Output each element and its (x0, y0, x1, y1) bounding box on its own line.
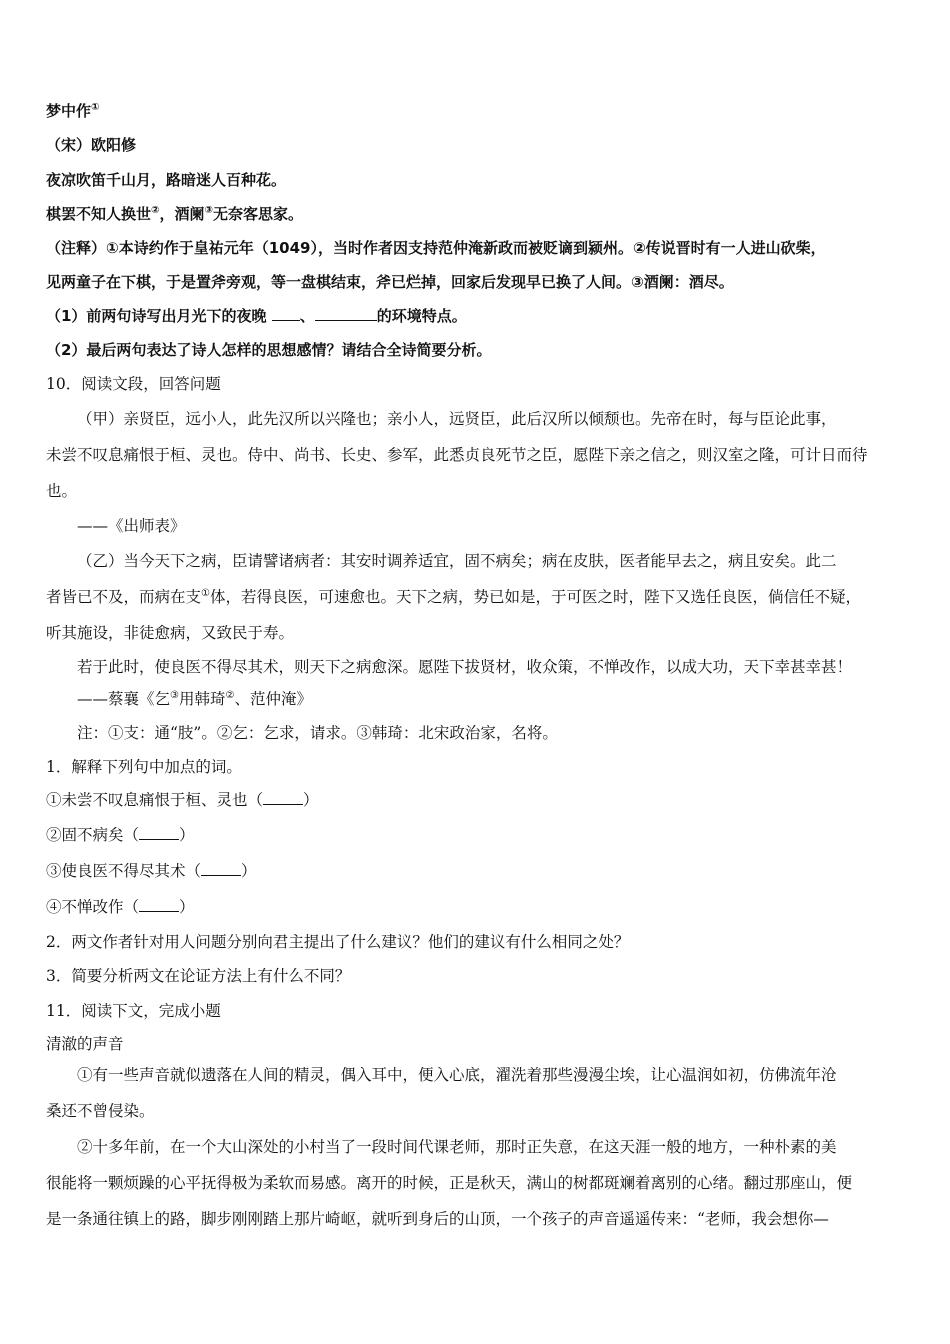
answer-blank[interactable] (263, 790, 303, 805)
answer-blank[interactable] (139, 897, 179, 912)
poem-line-1: 夜凉吹笛千山月，路暗迷人百种花。 (46, 171, 287, 189)
q10-passage-yi-line-4: 若于此时，使良医不得尽其术，则天下之病愈深。愿陛下拔贤材，收众策，不惮改作，以成大功，天下幸甚幸甚！ (77, 658, 853, 676)
footnote-mark: ① (91, 102, 100, 113)
poem-line-2: 棋罢不知人换世②，酒阑③无奈客思家。 (46, 205, 303, 223)
q11-heading: 11．阅读下文，完成小题 (46, 1002, 221, 1020)
q10-passage-yi-line-3: 听其施设，非徒愈病，又致民于寿。 (46, 624, 295, 642)
q10-passage-yi-line-2: 者皆已不及，而病在支①体，若得良医，可速愈也。天下之病，势已如是，于可医之时，陛下又选任良医，倘信任不疑， (46, 587, 861, 606)
q10-note: 注：①支：通“肢”。②乞：乞求，请求。③韩琦：北宋政治家，名将。 (77, 724, 558, 742)
poem-question-2: （2）最后两句表达了诗人怎样的思想感情？请结合全诗简要分析。 (46, 341, 492, 359)
q10-item-1: ①未尝不叹息痛恨于桓、灵也（ ） (46, 791, 319, 809)
q11-paragraph-2-line-2: 很能将一颗烦躁的心平抚得极为柔软而易感。离开的时候，正是秋天，满山的树都斑斓着离别的心绪。翻过那座山，便 (46, 1174, 853, 1192)
poem-author: （宋）欧阳修 (46, 136, 137, 154)
q10-sub-question-3: 3．简要分析两文在论证方法上有什么不同？ (46, 967, 351, 985)
footnote-mark: ② (151, 205, 160, 216)
q11-paragraph-2-line-1: ②十多年前，在一个大山深处的小村当了一段时间代课老师，那时正失意，在这天涯一般的地方，一种朴素的美 (77, 1138, 837, 1156)
q10-heading: 10．阅读文段，回答问题 (46, 375, 221, 393)
q10-item-2: ②固不病矣（ ） (46, 826, 195, 844)
answer-blank[interactable] (272, 306, 300, 321)
poem-note-line-1: （注释）①本诗约作于皇祐元年（1049），当时作者因支持范仲淹新政而被贬谪到颍州。②传说晋时有一人进山砍柴， (46, 239, 826, 257)
q10-sub-question-1: 1．解释下列句中加点的词。 (46, 758, 242, 776)
poem-note-line-2: 见两童子在下棋，于是置斧旁观，等一盘棋结束，斧已烂掉，回家后发现早已换了人间。③酒阑：酒尽。 (46, 273, 734, 291)
q10-yi-source: ——蔡襄《乞③用韩琦②、范仲淹》 (77, 689, 312, 708)
q10-passage-yi-line-1: （乙）当今天下之病，臣请譬诸病者：其安时调养适宜，固不病矣；病在皮肤，医者能早去之，病且安矣。此二 (77, 552, 837, 570)
poem-title: 梦中作① (46, 102, 100, 120)
q11-passage-title: 清澈的声音 (46, 1035, 124, 1053)
q11-paragraph-1-line-1: ①有一些声音就似遗落在人间的精灵，偶入耳中，便入心底，濯洗着那些漫漫尘埃，让心温润如初，仿佛流年沧 (77, 1066, 837, 1084)
footnote-mark: ② (225, 689, 235, 701)
answer-blank[interactable] (201, 861, 241, 876)
answer-blank[interactable] (315, 306, 377, 321)
q10-passage-jia-line-1: （甲）亲贤臣，远小人，此先汉所以兴隆也；亲小人，远贤臣，此后汉所以倾颓也。先帝在时，每与臣论此事， (77, 410, 837, 428)
q10-item-3: ③使良医不得尽其术（ ） (46, 862, 257, 880)
answer-blank[interactable] (139, 825, 179, 840)
footnote-mark: ③ (204, 205, 213, 216)
q10-item-4: ④不惮改作（ ） (46, 898, 195, 916)
q10-passage-jia-line-3: 也。 (46, 482, 78, 500)
q11-paragraph-2-line-3: 是一条通往镇上的路，脚步刚刚踏上那片崎岖，就听到身后的山顶，一个孩子的声音遥遥传来：“老师，我会想你— (46, 1210, 829, 1228)
footnote-mark: ③ (170, 689, 179, 701)
q10-passage-jia-line-2: 未尝不叹息痛恨于桓、灵也。侍中、尚书、长史、参军，此悉贞良死节之臣，愿陛下亲之信之，则汉室之隆，可计日而待 (46, 446, 868, 464)
q10-jia-source: ——《出师表》 (77, 517, 186, 535)
q11-paragraph-1-line-2: 桑还不曾侵染。 (46, 1102, 155, 1120)
footnote-mark: ① (201, 587, 210, 599)
poem-question-1: （1）前两句诗写出月光下的夜晚 、 的环境特点。 (46, 307, 467, 325)
q10-sub-question-2: 2．两文作者针对用人问题分别向君主提出了什么建议？他们的建议有什么相同之处？ (46, 933, 630, 951)
